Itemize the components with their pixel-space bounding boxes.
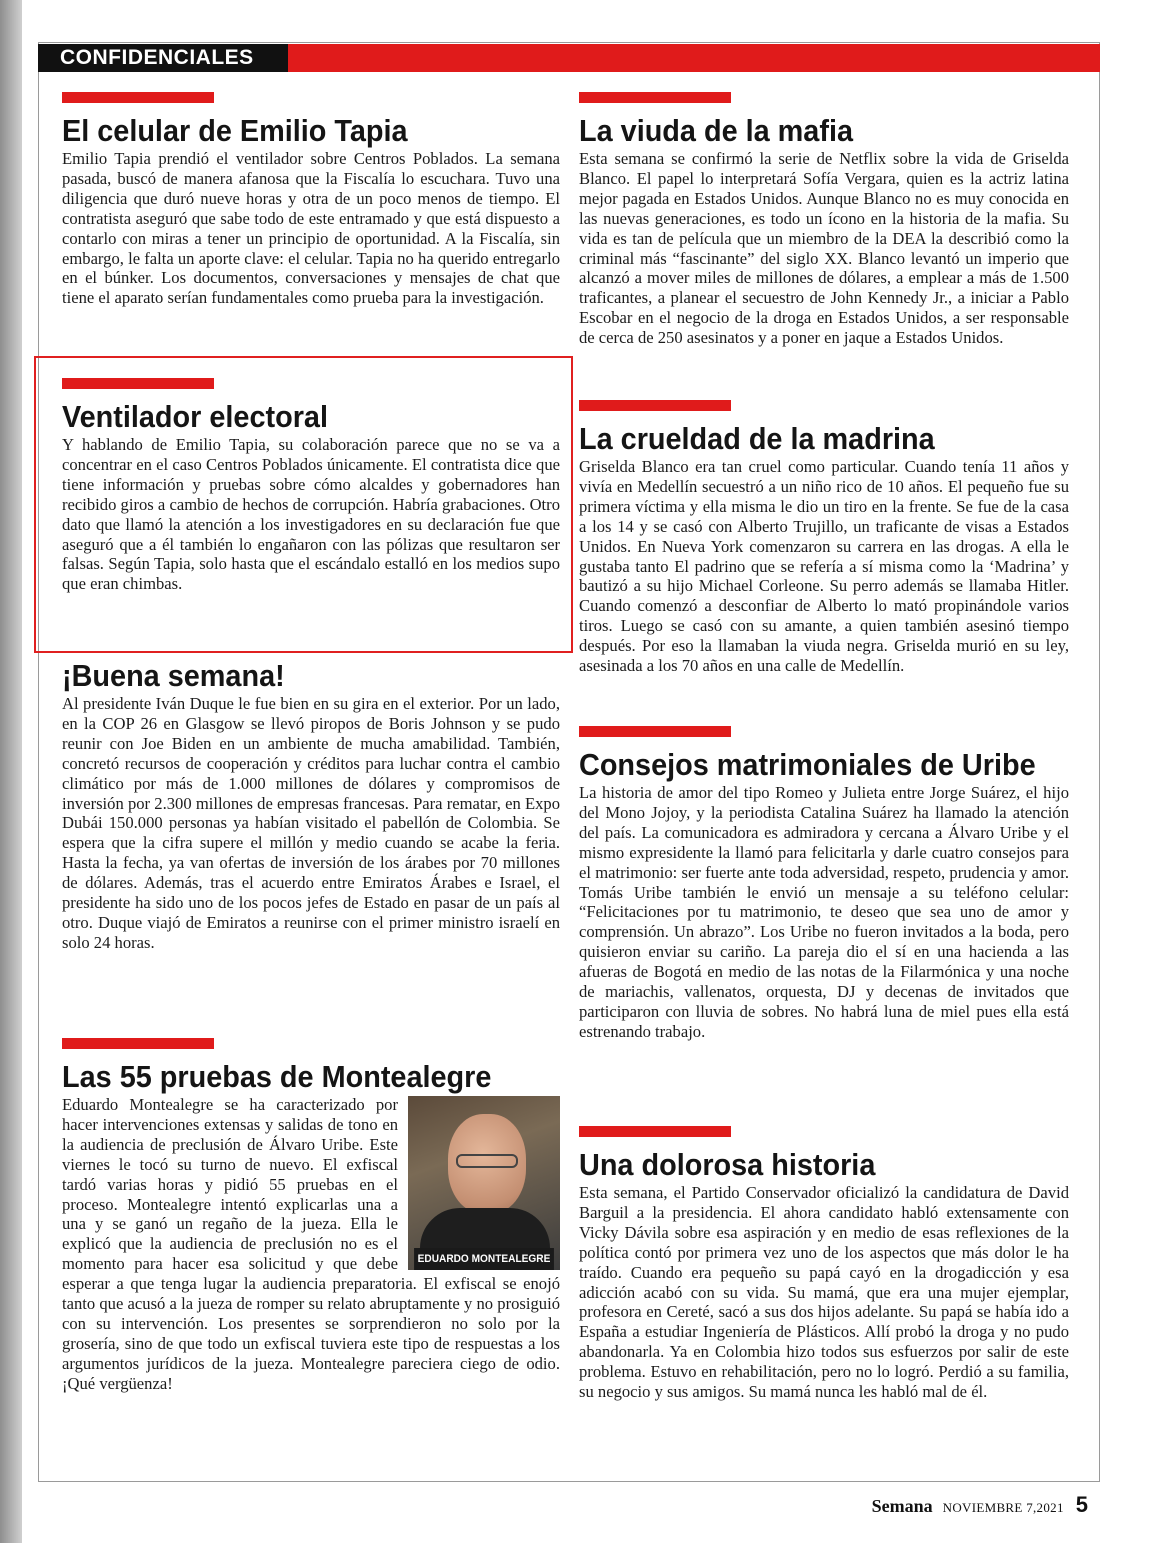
article-body: Esta semana, el Partido Conservador oficializó la candidatura de David Barguil a la presidencia. El ahora candidato habló extensamente con Vicky Dávila sobre esa aspiración y en medio de esas reflexiones de la política contó por primera vez uno de los aspectos que más dolor le ha traído. Cuando era pequeño su papá cayó en la drogadicción y esa adicción acabó con su vida. Su mamá, que era una mujer ejemplar, profesora en Cereté, sacó a sus dos hijos adelante. Su papá se había ido a España a estudiar Ingeniería de Plásticos. Allí probó la droga y no pudo abandonarla. Ya en Colombia hizo todos sus esfuerzos por salir de este problema. Estuvo en rehabilitación, pero no lo logró. Perdió a su familia, su negocio y sus amigos. Su mamá nunca les habló mal de él. — [579, 1183, 1069, 1402]
photo-glasses — [456, 1154, 518, 1168]
article-body: Emilio Tapia prendió el ventilador sobre Centros Poblados. La semana pasada, buscó de manera afanosa que la Fiscalía lo escuchara. Tuvo una diligencia que duró nueve horas y otra de un poco menos de tiempo. El contratista aseguró que sabe todo de este entramado y que está dispuesto a contarlo con miras a tener un principio de oportunidad. A la Fiscalía, sin embargo, le falta un aporte clave: el celular. Tapia no ha querido entregarlo en el búnker. Los documentos, conversaciones y mensajes de chat que tiene el aparato serían fundamentales como prueba para la investigación. — [62, 149, 560, 308]
article-rule — [579, 1126, 731, 1137]
page-shadow — [0, 0, 22, 1543]
article-title: El celular de Emilio Tapia — [62, 113, 408, 148]
article-rule — [579, 726, 731, 737]
article-buena-semana — [62, 659, 560, 953]
article-title: Una dolorosa historia — [579, 1147, 876, 1182]
page-footer — [872, 1492, 1088, 1518]
article-rule — [62, 1038, 214, 1049]
article-viuda-mafia — [579, 92, 1069, 348]
article-title: La viuda de la mafia — [579, 113, 853, 148]
article-celular-tapia — [62, 92, 560, 356]
section-header-black — [38, 44, 288, 72]
page-number: 5 — [1075, 1492, 1088, 1517]
article-crueldad-madrina — [579, 400, 1069, 676]
photo-caption: EDUARDO MONTEALEGRE — [414, 1248, 554, 1270]
article-rule — [62, 92, 214, 103]
section-title: CONFIDENCIALES — [60, 46, 254, 69]
article-body: La historia de amor del tipo Romeo y Julieta entre Jorge Suárez, el hijo del Mono Jojoy, y la periodista Catalina Suárez ha llamado la atención del país. La comunicadora es admiradora y cercana a Álvaro Uribe y el mismo expresidente la llamó para felicitarla y darle cuatro consejos para el matrimonio: ser fuerte ante toda adversidad, respeto, prudencia y amor. Tomás Uribe también le envió un mensaje a su teléfono celular: “Felicitaciones por tu matrimonio, te deseo que sea uno de amor y comprensión. Un abrazo”. Los Uribe no fueron invitados a la boda, pero quisieron enviar su cariño. La pareja dio el sí en una hacienda a las afueras de Bogotá en medio de las notas de la Filarmónica y una noche de mariachis, vallenatos, orquesta, DJ y decenas de invitados que participaron con lluvia de sobres. No habrá luna de miel pues ella está estrenando trabajo. — [579, 783, 1069, 1041]
article-rule — [579, 400, 731, 411]
article-title: Ventilador electoral — [62, 399, 328, 434]
montealegre-photo — [408, 1096, 560, 1270]
article-title: ¡Buena semana! — [62, 658, 285, 693]
article-rule — [579, 92, 731, 103]
article-consejos-uribe — [579, 726, 1069, 1042]
section-header — [38, 44, 1100, 72]
article-body: Esta semana se confirmó la serie de Netflix sobre la vida de Griselda Blanco. El papel lo interpretará Sofía Vergara, quien es la actriz latina mejor pagada en Estados Unidos. Aunque Blanco no es muy conocida en las nuevas generaciones, es todo un ícono en la historia de la mafia. Su vida es tan de película que un miembro de la DEA la describió como la criminal más “fascinante” del siglo XX. Blanco levantó un imperio que alcanzó a mover miles de millones de dólares, a emplear a más de 1.500 traficantes, a planear el secuestro de John Kennedy Jr., a iniciar a Pablo Escobar en el negocio de la droga en Estados Unidos, a ser responsable de cerca de 250 asesinatos y a poner en jaque a Estados Unidos. — [579, 149, 1069, 348]
article-title: Las 55 pruebas de Montealegre — [62, 1059, 492, 1094]
highlight-box — [34, 356, 573, 653]
article-body: Al presidente Iván Duque le fue bien en su gira en el exterior. Por un lado, en la COP 26 en Glasgow se llevó piropos de Boris Johnson y se pudo reunir con Joe Biden en un ambiente de mucha amabilidad. También, concretó recursos de cooperación y créditos para luchar contra el cambio climático por más de 1.000 millones de dólares y compromisos de inversión por 2.300 millones de empresas francesas. Para rematar, en Expo Dubái 150.000 personas ya habían visitado el pabellón de Colombia. Se espera que la cifra supere el millón y medio cuando se acabe la feria. Hasta la fecha, ya van ofertas de inversión de los árabes por 70 millones de dólares. Además, tras el acuerdo entre Emiratos Árabes e Israel, el presidente ha sido uno de los pocos jefes de Estado en pasar de un país al otro. Duque viajó de Emiratos a reunirse con el primer ministro israelí en solo 24 horas. — [62, 694, 560, 952]
article-title: La crueldad de la madrina — [579, 421, 935, 456]
article-body: Eduardo Montealegre se ha caracterizado por hacer intervenciones extensas y salidas de tono en la audiencia de preclusión de Álvaro Uribe. Este viernes le tocó su turno de nuevo. El exfiscal tardó varias horas y pidió 55 pruebas en el proceso. Montealegre intentó explicarlas una a una y se ganó un regaño de la jueza. Ella le explicó que la audiencia de preclusión no es el momento para hacer esa solicitud y que debe esperar a que tenga lugar la audiencia preparatoria. El exfiscal se enojó tanto que acusó a la jueza de romper su relato abruptamente y no prosiguió con su intervención. Los presentes se sorprendieron no solo por la grosería, sino de que todo un exfiscal tuviera este tipo de respuestas a los argumentos jurídicos de la jueza. Montealegre pareciera ciego de odio. ¡Qué vergüenza! — [62, 1095, 560, 1393]
section-header-red — [288, 44, 1100, 72]
article-title: Consejos matrimoniales de Uribe — [579, 747, 1036, 782]
magazine-name: Semana — [871, 1496, 933, 1516]
article-body: Griselda Blanco era tan cruel como particular. Cuando tenía 11 años y vivía en Medellín secuestró a un niño rico de 10 años. El pequeño fue su primera víctima y ella misma le dio un tiro en la frente. Se fue de la casa a los 14 y se casó con Alberto Trujillo, un traficante de visas a Estados Unidos. En Nueva York comenzaron su carrera en las drogas. A ella le gustaba tanto El padrino que se refería a sí misma como la ‘Madrina’ y bautizó a su hijo Michael Corleone. Su perro además se llamaba Hitler. Cuando comenzó a desconfiar de Alberto lo mató propinándole varios tiros. Luego se casó con su amante, a quien también asesinó tiempo después. Por eso la llamaban la viuda negra. Griselda murió en su ley, asesinada a los 70 años en una calle de Medellín. — [579, 457, 1069, 676]
issue-date: NOVIEMBRE 7,2021 — [942, 1500, 1064, 1515]
article-dolorosa-historia — [579, 1126, 1069, 1402]
magazine-page — [22, 0, 1150, 1543]
article-pruebas-montealegre — [62, 1038, 560, 1394]
article-body: Y hablando de Emilio Tapia, su colaboración parece que no se va a concentrar en el caso Centros Poblados únicamente. El contratista dice que tiene información y pruebas sobre cómo alcaldes y gobernadores han recibido giros a cambio de hechos de corrupción. Habría grabaciones. Otro dato que llamó la atención a los investigadores en su declaración fue que aseguró que a él también lo engañaron con las pólizas que resultaron ser falsas. Según Tapia, solo hasta que el escándalo estalló en los medios supo que eran chimbas. — [62, 435, 560, 594]
